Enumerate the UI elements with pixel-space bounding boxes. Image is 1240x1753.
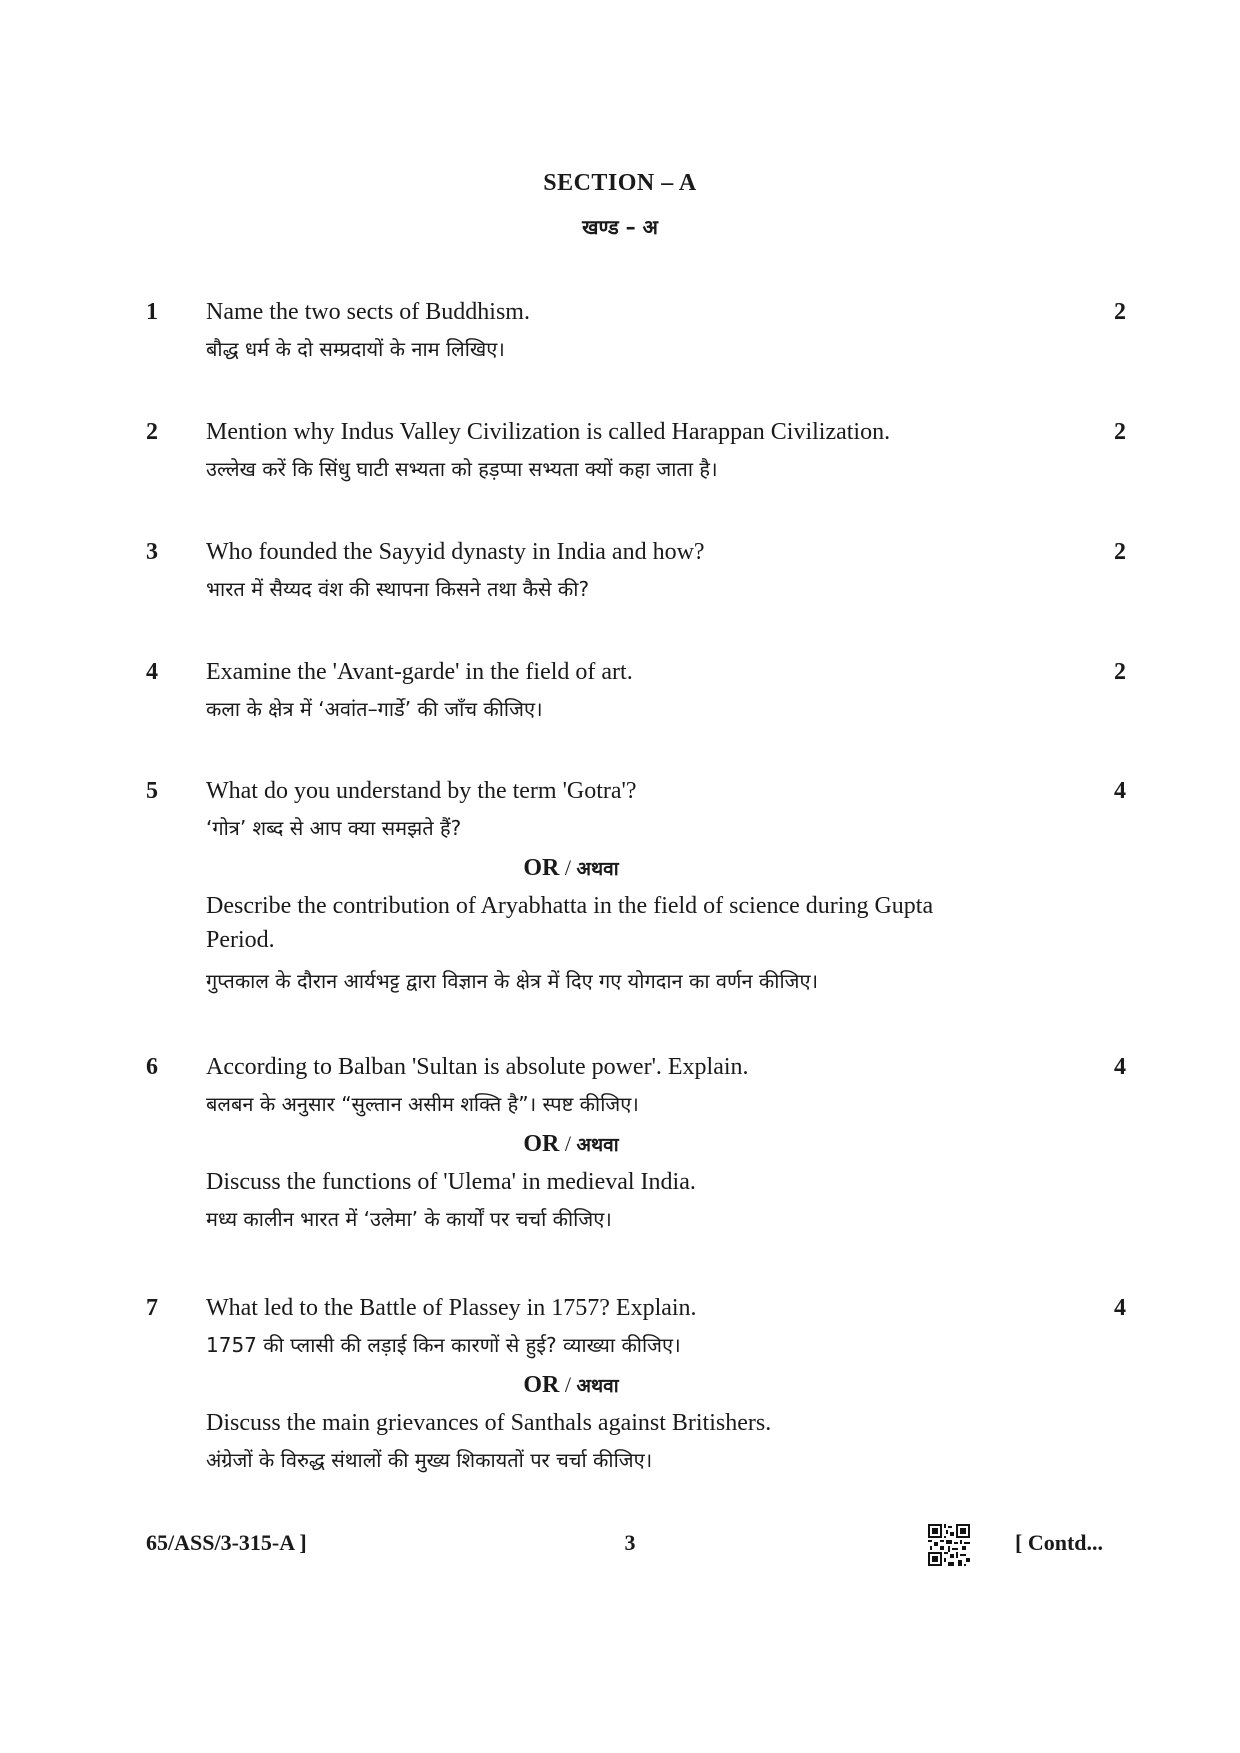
question-text-en: Examine the 'Avant-garde' in the field of art. bbox=[206, 659, 633, 685]
question-body bbox=[206, 655, 1006, 729]
question-body bbox=[206, 774, 1006, 1001]
question-text-hi: उल्लेख करें कि सिंधु घाटी सभ्यता को हड़प्पा सभ्यता क्यों कहा जाता है। bbox=[206, 457, 718, 481]
question-number: 7 bbox=[146, 1295, 158, 1321]
section-subtitle: खण्ड – अ bbox=[582, 215, 658, 239]
question-marks: 4 bbox=[1114, 778, 1126, 804]
question-text-hi: बौद्ध धर्म के दो सम्प्रदायों के नाम लिखिए। bbox=[206, 337, 505, 361]
or-separator bbox=[206, 848, 936, 889]
question-text-en: What do you understand by the term 'Gotra'? bbox=[206, 778, 637, 804]
question-number: 6 bbox=[146, 1054, 158, 1080]
question-number: 5 bbox=[146, 778, 158, 804]
question-marks: 2 bbox=[1114, 539, 1126, 565]
question-body bbox=[206, 535, 1006, 609]
question-number: 3 bbox=[146, 539, 158, 565]
question-body bbox=[206, 295, 1006, 369]
question-body bbox=[206, 415, 1006, 489]
or-slash: / bbox=[564, 855, 571, 880]
question-text-hi: भारत में सैय्यद वंश की स्थापना किसने तथा कैसे की? bbox=[206, 577, 590, 601]
alternative-text-en: Discuss the main grievances of Santhals against Britishers. bbox=[206, 1410, 772, 1436]
or-label-hi: अथवा bbox=[576, 1375, 619, 1397]
question-body bbox=[206, 1291, 1006, 1480]
or-separator bbox=[206, 1365, 936, 1406]
question-text-hi: कला के क्षेत्र में ‘अवांत–गार्डे’ की जाँच कीजिए। bbox=[206, 697, 543, 721]
question-body bbox=[206, 1050, 1006, 1239]
question-marks: 4 bbox=[1114, 1054, 1126, 1080]
question-number: 1 bbox=[146, 299, 158, 325]
question-text-hi: 1757 की प्लासी की लड़ाई किन कारणों से हुई? व्याख्या कीजिए। bbox=[206, 1333, 681, 1357]
or-slash: / bbox=[564, 1131, 571, 1156]
question-text-en: According to Balban 'Sultan is absolute power'. Explain. bbox=[206, 1054, 749, 1080]
alternative-text-hi: गुप्तकाल के दौरान आर्यभट्ट द्वारा विज्ञान के क्षेत्र में दिए गए योगदान का वर्णन कीजिए। bbox=[206, 969, 819, 993]
alternative-text-en: Describe the contribution of Aryabhatta in the field of science during Gupta Period. bbox=[206, 893, 934, 953]
question-text-hi: बलबन के अनुसार “सुल्तान असीम शक्ति है”। स्पष्ट कीजिए। bbox=[206, 1092, 639, 1116]
question-number: 4 bbox=[146, 659, 158, 685]
page-number: 3 bbox=[624, 1530, 636, 1555]
question-text-en: Who founded the Sayyid dynasty in India and how? bbox=[206, 539, 705, 565]
question-marks: 2 bbox=[1114, 299, 1126, 325]
alternative-text-hi: मध्य कालीन भारत में ‘उलेमा’ के कार्यों पर चर्चा कीजिए। bbox=[206, 1207, 612, 1231]
or-label-hi: अथवा bbox=[576, 858, 619, 880]
question-text-en: Mention why Indus Valley Civilization is called Harappan Civilization. bbox=[206, 419, 891, 445]
or-label-en: OR bbox=[523, 1131, 560, 1157]
or-slash: / bbox=[564, 1372, 571, 1397]
question-marks: 2 bbox=[1114, 659, 1126, 685]
question-marks: 4 bbox=[1114, 1295, 1126, 1321]
section-title: SECTION – A bbox=[543, 170, 697, 196]
question-number: 2 bbox=[146, 419, 158, 445]
alternative-text-en: Discuss the functions of 'Ulema' in medieval India. bbox=[206, 1169, 696, 1195]
page-footer bbox=[0, 1530, 1240, 1570]
question-text-hi: ‘गोत्र’ शब्द से आप क्या समझते हैं? bbox=[206, 816, 462, 840]
or-label-en: OR bbox=[523, 855, 560, 881]
or-separator bbox=[206, 1124, 936, 1165]
question-text-en: What led to the Battle of Plassey in 1757? Explain. bbox=[206, 1295, 697, 1321]
alternative-text-hi: अंग्रेजों के विरुद्ध संथालों की मुख्य शिकायतों पर चर्चा कीजिए। bbox=[206, 1448, 653, 1472]
or-label-hi: अथवा bbox=[576, 1134, 619, 1156]
continued-label: [ Contd... bbox=[1015, 1530, 1104, 1555]
question-text-en: Name the two sects of Buddhism. bbox=[206, 299, 530, 325]
qr-code-icon bbox=[928, 1524, 970, 1566]
or-label-en: OR bbox=[523, 1372, 560, 1398]
paper-code: 65/ASS/3-315-A ] bbox=[146, 1530, 307, 1555]
question-marks: 2 bbox=[1114, 419, 1126, 445]
